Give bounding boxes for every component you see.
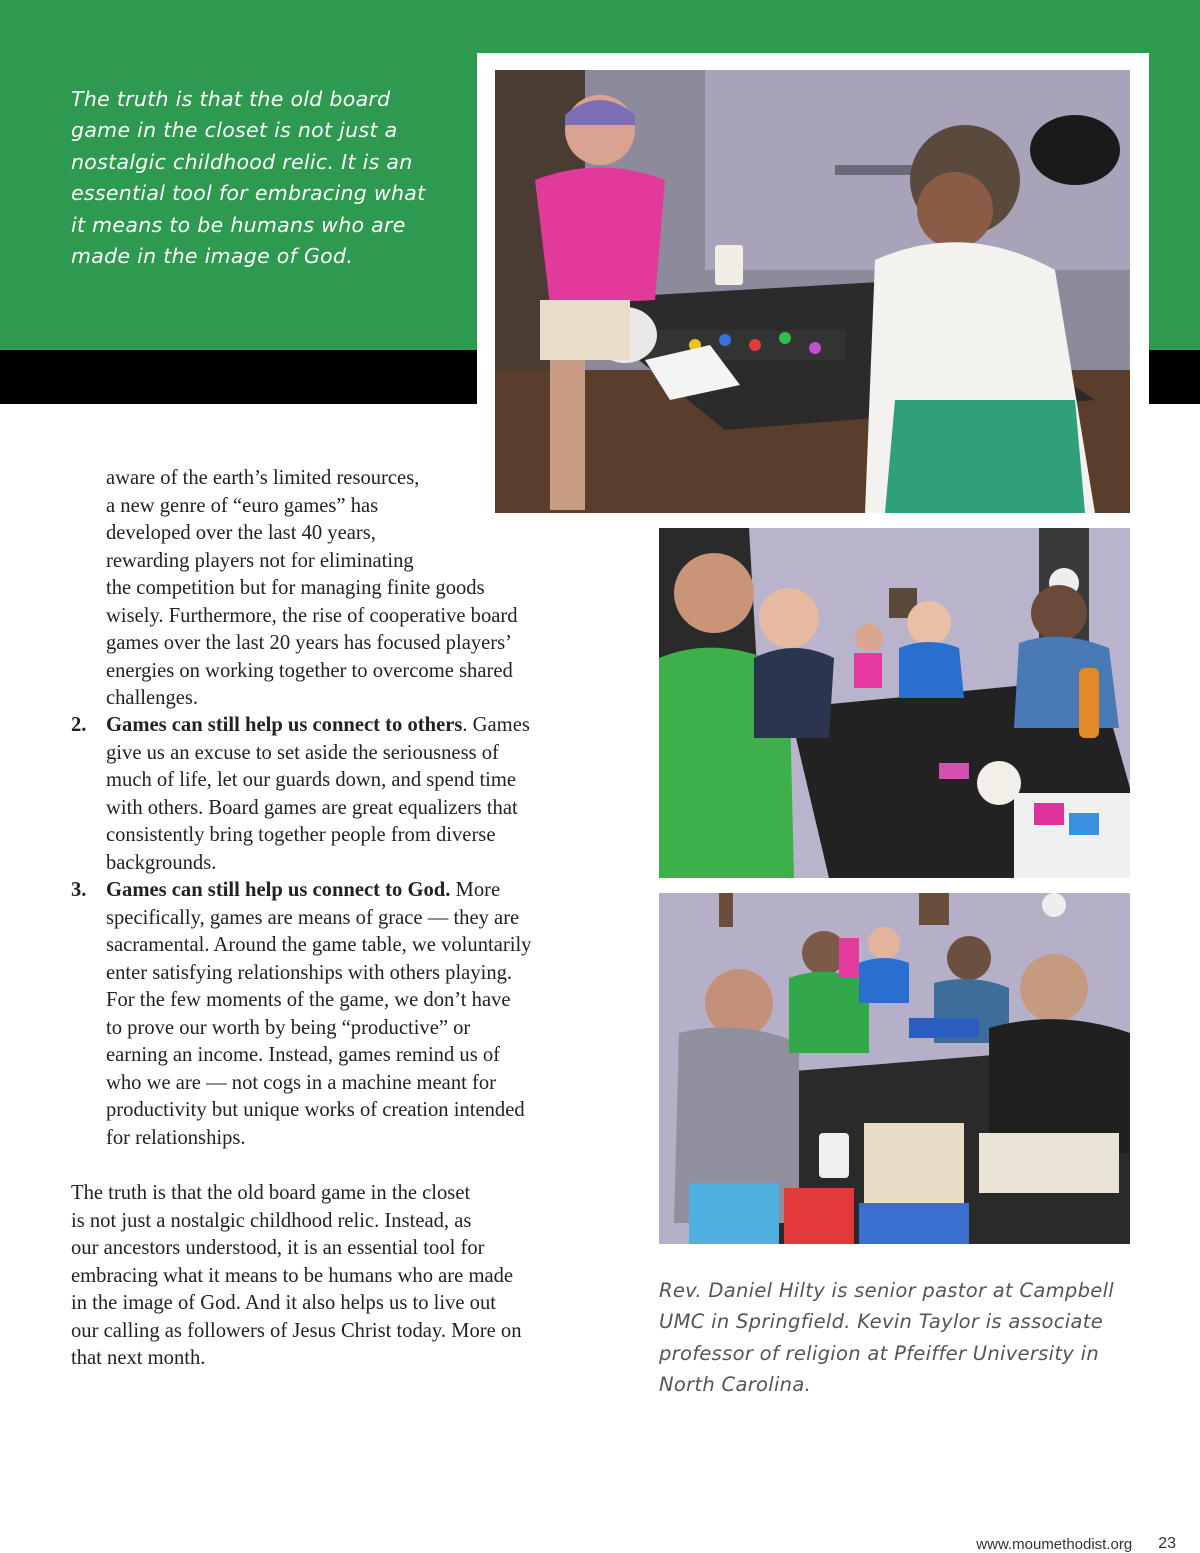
pull-quote: The truth is that the old board game in the closet is not just a nostalgic childhood relic. It is an essential tool for embracing what it means to be humans who are made in the image of God. (71, 87, 426, 269)
list-item-heading: Games can still help us connect to God. (106, 879, 451, 901)
footer-url[interactable]: www.moumethodist.org (976, 1535, 1133, 1553)
list-item-2: 2. Games can still help us connect to others. Games give us an excuse to set aside the seriousness of much of life, let our guards down, and spend time with others. Board games are great equalizers that consistently bring together people from diverse backgrounds. (71, 714, 530, 874)
page-number: 23 (1158, 1535, 1176, 1552)
photo-game-room-players (659, 893, 1130, 1244)
list-item-heading: Games can still help us connect to others (106, 714, 463, 736)
author-caption: Rev. Daniel Hilty is senior pastor at Campbell UMC in Springfield. Kevin Taylor is associate professor of religion at Pfeiffer University in North Carolina. (659, 1279, 1115, 1397)
page-footer (976, 1535, 1176, 1553)
photo-couple-playing-tile-game (495, 70, 1130, 513)
closing-paragraph: The truth is that the old board game in the closet is not just a nostalgic childhood relic. Instead, as our ancestors understood, it is an essential tool for embracing what it means to be humans who are made in the image of God. And it also helps us to live out our calling as followers of Jesus Christ today. More on that next month. (71, 1182, 522, 1369)
photo-group-card-game (659, 528, 1130, 878)
list-item-1-continuation: aware of the earth’s limited resources, a new genre of “euro games” has developed over the last 40 years, rewarding players not for eliminating the competition but for managing finite goods wisely. Furthermore, the rise of cooperative board games over the last 20 years has focused players’ energies on working together to overcome shared challenges. (106, 467, 518, 709)
list-number: 2. (71, 714, 87, 736)
list-number: 3. (71, 879, 87, 901)
list-item-3: 3. Games can still help us connect to God. More specifically, games are means of grace — they are sacramental. Around the game table, we voluntarily enter satisfying relationships with others playing. For the few moments of the game, we don’t have to prove our worth by being “productive” or earning an income. Instead, games remind us of who we are — not cogs in a machine meant for productivity but unique works of creation intended for relationships. (71, 879, 532, 1149)
